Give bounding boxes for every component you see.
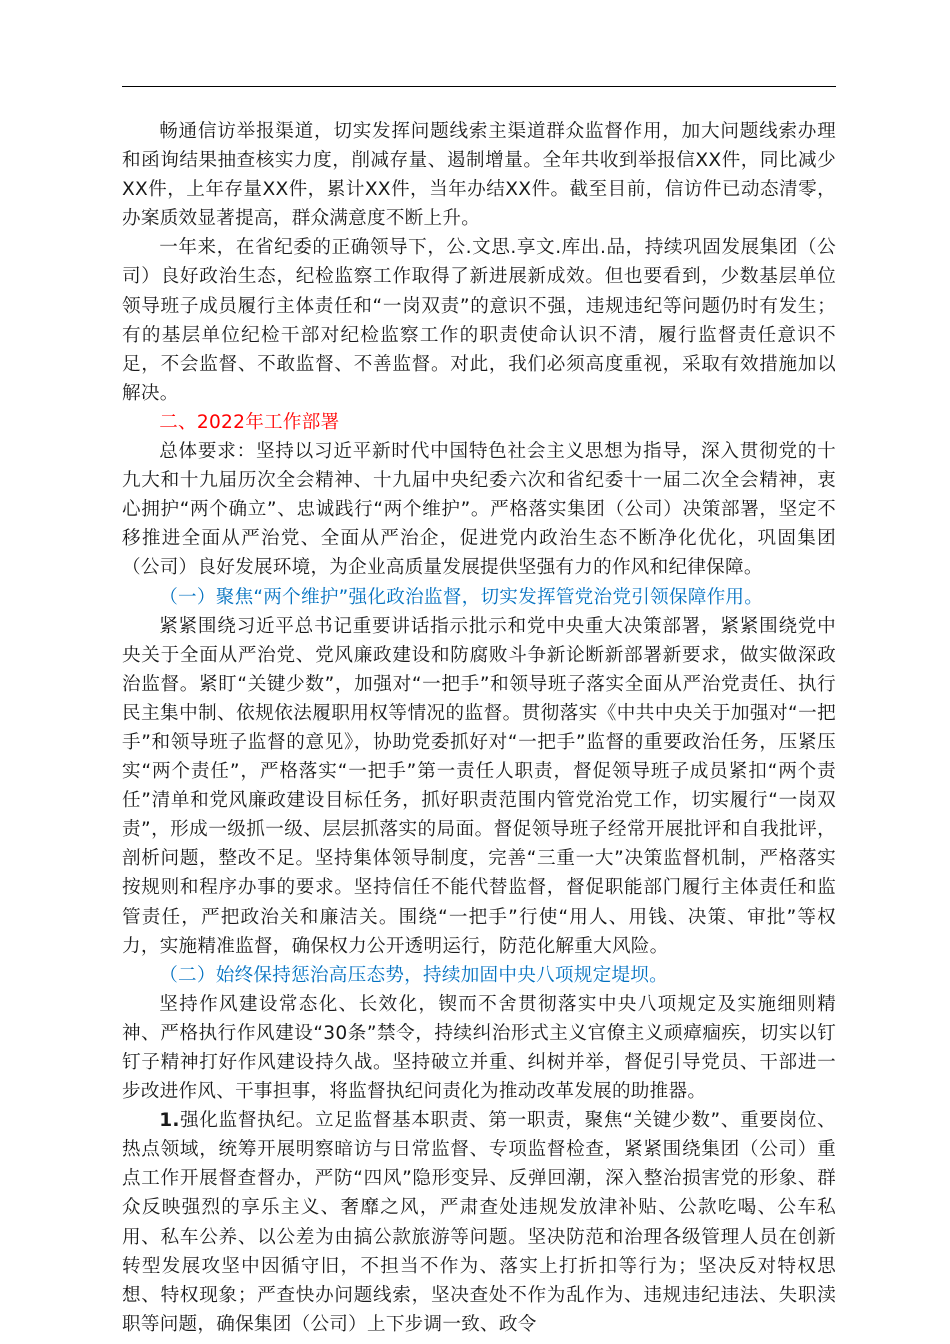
paragraph-political-supervision: 紧紧围绕习近平总书记重要讲话指示批示和党中央重大决策部署，紧紧围绕党中央关于全面从严治党、党风廉政建设和防腐败斗争新论断新部署新要求，做实做深政治监督。紧盯“关键少数”，加强对“一把手”和领导班子落实全面从严治党责任、执行民主集中制、依规依法履职用权等情况的监督。贯彻落实《中共中央关于加强对“一把手”和领导班子监督的意见》，协助党委抓好对“一把手”监督的重要政治任务，压紧压实“两个责任”，严格落实“一把手”第一责任人职责，督促领导班子成员紧扣“两个责任”清单和党风廉政建设目标任务，抓好职责范围内管党治党工作，切实履行“一岗双责”，形成一级抓一级、层层抓落实的局面。督促领导班子经常开展批评和自我批评，剖析问题，整改不足。坚持集体领导制度，完善“三重一大”决策监督机制，严格落实按规则和程序办事的要求。坚持信任不能代替监督，督促职能部门履行主体责任和监管责任，严把政治关和廉洁关。围绕“一把手”行使“用人、用钱、决策、审批”等权力，实施精准监督，确保权力公开透明运行，防范化解重大风险。 [122, 615, 836, 957]
paragraph-general-requirements: 总体要求：坚持以习近平新时代中国特色社会主义思想为指导，深入贯彻党的十九大和十九届历次全会精神、十九届中央纪委六次和省纪委十一届二次全会精神，衷心拥护“两个确立”、忠诚践行“两个维护”。严格落实集团（公司）决策部署，坚定不移推进全面从严治党、全面从严治企，促进党内政治生态不断净化优化，巩固集团（公司）良好发展环境，为企业高质量发展提供坚强有力的作风和纪律保障。 [122, 441, 836, 579]
item-number: 1. [159, 1110, 180, 1132]
paragraph-annual-review: 一年来，在省纪委的正确领导下，公.文思.享文.库出.品，持续巩固发展集团（公司）良好政治生态，纪检监察工作取得了新进展新成效。但也要看到，少数基层单位领导班子成员履行主体责任和“一岗双责”的意识不强，违规违纪等问题仍时有发生；有的基层单位纪检干部对纪检监察工作的职责使命认识不清，履行监督责任意识不足，不会监督、不敢监督、不善监督。对此，我们必须高度重视，采取有效措施加以解决。 [122, 237, 836, 404]
paragraph-work-style: 坚持作风建设常态化、长效化，锲而不舍贯彻落实中央八项规定及实施细则精神、严格执行作风建设“30条”禁令，持续纠治形式主义官僚主义顽瘴痼疾，切实以钉钉子精神打好作风建设持久战。坚持破立并重、纠树并举，督促引导党员、干部进一步改进作风、干事担事，将监督执纪问责化为推动改革发展的助推器。 [122, 993, 836, 1103]
paragraph-strengthen-discipline [122, 1106, 836, 1339]
subheading-political-supervision: （一）聚焦“两个维护”强化政治监督，切实发挥管党治党引领保障作用。 [159, 586, 764, 608]
document-body [122, 117, 836, 1339]
item-text: 强化监督执纪。立足监督基本职责、第一职责，聚焦“关键少数”、重要岗位、热点领域，统筹开展明察暗访与日常监督、专项监督检查，紧紧围绕集团（公司）重点工作开展督查督办，严防“四风”隐形变异、反弹回潮，深入整治损害党的形象、群众反映强烈的享乐主义、奢靡之风，严肃查处违规发放津补贴、公款吃喝、公车私用、私车公养、以公差为由搞公款旅游等问题。坚决防范和治理各级管理人员在创新转型发展攻坚中因循守旧，不担当不作为、落实上打折扣等行为；坚决反对特权思想、特权现象；严查快办问题线索，坚决查处不作为乱作为、违规违纪违法、失职渎职等问题，确保集团（公司）上下步调一致、政令 [122, 1110, 836, 1335]
section-heading-2022-plan: 二、2022年工作部署 [159, 411, 340, 433]
header-rule [122, 86, 836, 87]
paragraph-petition-channels: 畅通信访举报渠道，切实发挥问题线索主渠道群众监督作用，加大问题线索办理和函询结果抽查核实力度，削减存量、遏制增量。全年共收到举报信XX件，同比减少XX件，上年存量XX件，累计XX件，当年办结XX件。截至目前，信访件已动态清零，办案质效显著提高，群众满意度不断上升。 [122, 121, 836, 230]
subheading-anti-corruption: （二）始终保持惩治高压态势，持续加固中央八项规定堤坝。 [159, 964, 668, 986]
